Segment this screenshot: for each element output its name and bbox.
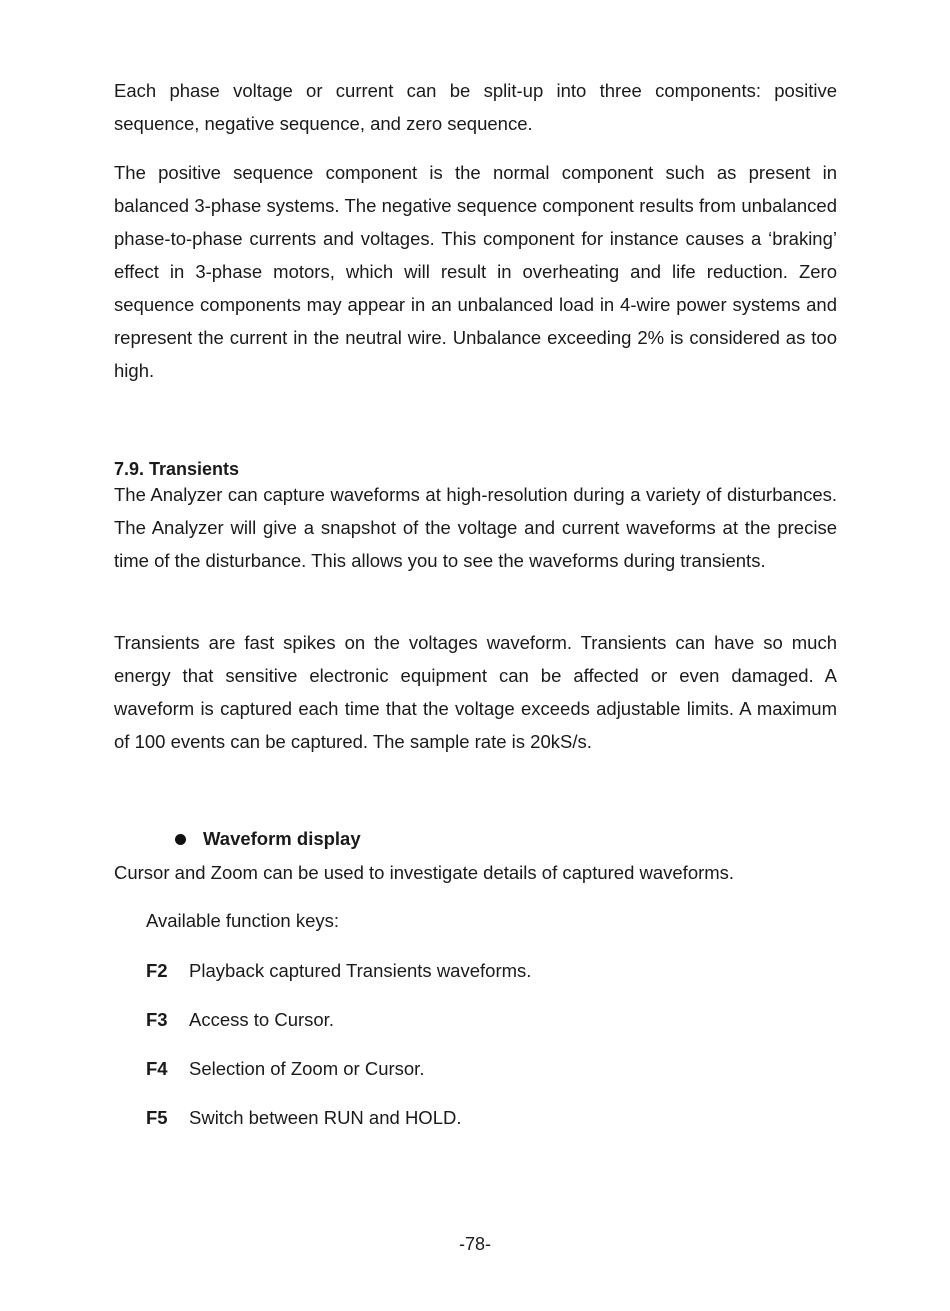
cursor-zoom-text: Cursor and Zoom can be used to investigate details of captured waveforms. <box>114 862 735 883</box>
function-key-label: F5 <box>146 1107 168 1128</box>
function-key-description: Playback captured Transients waveforms. <box>189 960 532 981</box>
paragraph-positive-sequence: The positive sequence component is the normal component such as present in balanced 3-phase systems. The negative sequence component results from unbalanced phase-to-phase currents and voltages. This component for instance causes a ‘braking’ effect in 3-phase motors, which will result in overheating and life reduction. Zero sequence components may appear in an unbalanced load in 4-wire power systems and represent the current in the neutral wire. Unbalance exceeding 2% is considered as too high. <box>114 162 837 381</box>
function-key-description: Selection of Zoom or Cursor. <box>189 1058 425 1079</box>
bullet-dot-icon <box>175 834 186 845</box>
paragraph-sequence-components: Each phase voltage or current can be split-up into three components: positive sequence, negative sequence, and zero sequence. <box>114 80 837 134</box>
function-key-row <box>146 1056 424 1082</box>
page-number: -78- <box>458 1234 491 1254</box>
bullet-title: Waveform display <box>203 828 361 849</box>
function-key-label: F4 <box>146 1058 168 1079</box>
function-key-label: F3 <box>146 1009 168 1030</box>
function-key-row <box>146 1007 334 1033</box>
function-key-label: F2 <box>146 960 168 981</box>
section-heading-transients: 7.9. Transients <box>114 459 240 479</box>
function-key-row <box>146 958 531 984</box>
function-key-row <box>146 1105 461 1131</box>
function-keys-intro: Available function keys: <box>146 910 339 931</box>
paragraph-transients-capture: The Analyzer can capture waveforms at high-resolution during a variety of disturbances. The Analyzer will give a snapshot of the voltage and current waveforms at the precise time of the disturbance. This allows you to see the waveforms during transients. <box>114 484 837 571</box>
paragraph-transients-spikes: Transients are fast spikes on the voltages waveform. Transients can have so much energy that sensitive electronic equipment can be affected or even damaged. A waveform is captured each time that the voltage exceeds adjustable limits. A maximum of 100 events can be captured. The sample rate is 20kS/s. <box>114 632 837 752</box>
function-key-description: Access to Cursor. <box>189 1009 334 1030</box>
bullet-waveform-display <box>175 826 361 852</box>
function-key-description: Switch between RUN and HOLD. <box>189 1107 462 1128</box>
